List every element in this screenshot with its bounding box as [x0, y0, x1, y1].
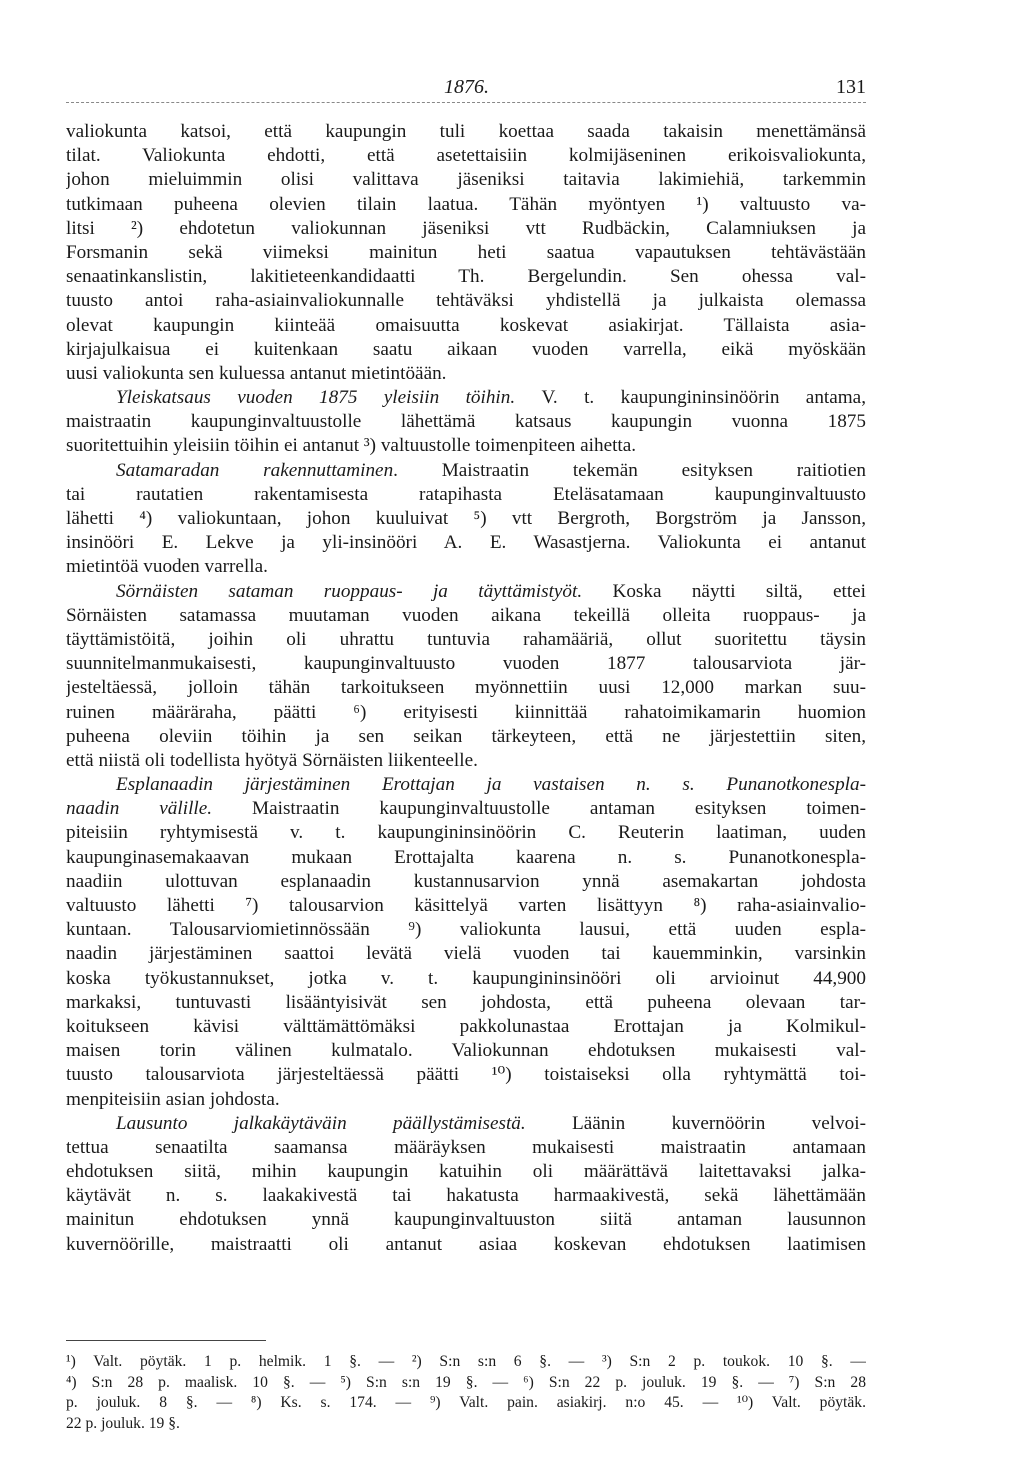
- text-line: kaupunginasemakaavan mukaan Erottajalta kaarena n. s. Punanotkonespla-: [66, 846, 866, 868]
- text-line: tuusto talousarviota järjesteltäessä päätti ¹⁰) toistaiseksi olla ryhtymättä toi-: [66, 1064, 866, 1086]
- text-line: valiokunta katsoi, että kaupungin tuli koettaa saada takaisin menettämänsä: [66, 121, 866, 142]
- text-line: suunnitelmanmukaisesti, kaupunginvaltuusto vuoden 1877 talousarviota jär-: [66, 653, 866, 675]
- text-line: lähetti ⁴) valiokuntaan, johon kuuluivat ⁵) vtt Bergroth, Borgström ja Jansson,: [66, 508, 866, 529]
- text-line: uusi valiokunta sen kuluessa antanut mietintöään.: [66, 362, 447, 384]
- text-line: johon mieluimmin olisi valittava jäseniksi taitavia lakimiehiä, tarkemmin: [66, 169, 866, 191]
- text-line: puheena oleviin töihin ja sen seikan tärkeyteen, että ne järjestettiin siten,: [66, 725, 866, 747]
- text-line: senaatinkanslistin, lakitieteenkandidaatti Th. Bergelundin. Sen ohessa val-: [66, 266, 866, 288]
- text-line: maisen torin välinen kulmatalo. Valiokunnan ehdotuksen mukaisesti val-: [66, 1040, 866, 1062]
- text-line: käytävät n. s. laakakivestä tai hakatusta harmaakivestä, sekä lähettämään: [66, 1185, 866, 1207]
- text-line: Yleiskatsaus vuoden 1875 yleisiin töihin. V. t. kaupungininsinöörin antama,: [116, 387, 866, 409]
- text-line: kirjajulkaisua ei kuitenkaan saatu aikaan vuoden varrella, eikä myöskään: [66, 338, 866, 360]
- page-header: [66, 76, 866, 106]
- body-text: [66, 120, 866, 1257]
- text-line: naadin välille. Maistraatin kaupunginvaltuustolle antaman esityksen toimen-: [66, 798, 866, 820]
- text-line: koska työkustannukset, jotka v. t. kaupungininsinööri oli arvioinut 44,900: [66, 967, 866, 989]
- text-line: litsi ²) ehdotetun valiokunnan jäseniksi vtt Rudbäckin, Calamniuksen ja: [66, 217, 866, 239]
- text-line: tai rautatien rakentamisesta ratapihasta Eteläsatamaan kaupunginvaltuusto: [66, 483, 866, 505]
- text-line: että niistä oli todellista hyötyä Sörnäisten liikenteelle.: [66, 749, 478, 771]
- text-line: ruinen määräraha, päätti ⁶) erityisesti kiinnittää rahatoimikamarin huomion: [66, 701, 866, 723]
- footnote-line: p. jouluk. 8 §. — ⁸) Ks. s. 174. — ⁹) Valt. pain. asiakirj. n:o 45. — ¹⁰) Valt. pöytäk.: [66, 1394, 866, 1411]
- header-year: 1876.: [444, 76, 489, 98]
- text-line: Sörnäisten sataman ruoppaus- ja täyttämistyöt. Koska näytti siltä, ettei: [116, 580, 866, 602]
- text-line: valtuusto lähetti ⁷) talousarvion käsittelyä varten lisättyyn ⁸) raha-asiainvalio-: [66, 895, 866, 916]
- text-line: kuntaan. Talousarviomietinnössään ⁹) valiokunta lausui, että uuden espla-: [66, 919, 866, 941]
- text-line: naadin järjestäminen saattoi levätä vielä vuoden tai kauemminkin, varsinkin: [66, 943, 866, 965]
- text-line: jesteltäessä, jolloin tähän tarkoitukseen myönnettiin uusi 12,000 markan suu-: [66, 677, 866, 699]
- text-line: kuvernöörille, maistraatti oli antanut asiaa koskevan ehdotuksen laatimisen: [66, 1233, 866, 1255]
- footnote-line: 22 p. jouluk. 19 §.: [66, 1414, 180, 1432]
- text-line: täyttämistöitä, joihin oli uhrattu tuntuvia rahamääriä, ollut suoritettu täysin: [66, 628, 866, 650]
- text-line: piteisiin ryhtymisestä v. t. kaupungininsinöörin C. Reuterin laatiman, uuden: [66, 822, 866, 844]
- text-line: suoritettuihin yleisiin töihin ei antanut ³) valtuustolle toimenpiteen aihetta.: [66, 435, 637, 457]
- text-line: Sörnäisten satamassa muutaman vuoden aikana tekeillä olleita ruoppaus- ja: [66, 604, 866, 626]
- text-line: tutkimaan puheena olevien tilain laatua. Tähän myöntyen ¹) valtuusto va-: [66, 193, 866, 215]
- text-line: maistraatin kaupunginvaltuustolle lähettämä katsaus kaupungin vuonna 1875: [66, 411, 866, 433]
- text-line: markaksi, tuntuvasti lisääntyisivät sen johdosta, että puheena olevaan tar-: [66, 991, 866, 1013]
- header-rule: [66, 102, 866, 103]
- text-line: naadiin ulottuvan esplanaadin kustannusarvion ynnä asemakartan johdosta: [66, 870, 866, 892]
- text-line: tilat. Valiokunta ehdotti, että asetettaisiin kolmijäseninen erikoisvaliokunta,: [66, 145, 866, 167]
- text-line: Satamaradan rakennuttaminen. Maistraatin tekemän esityksen raitiotien: [116, 459, 866, 481]
- text-line: menpiteisiin asian johdosta.: [66, 1088, 280, 1110]
- text-line: Forsmanin sekä viimeksi mainitun heti saatua vapautuksen tehtävästään: [66, 241, 866, 263]
- text-line: tuusto antoi raha-asiainvaliokunnalle tehtäväksi yhdistellä ja julkaista olemassa: [66, 290, 866, 312]
- footnote-rule: [66, 1340, 266, 1341]
- page-number: 131: [836, 76, 866, 98]
- footnote-line: ¹) Valt. pöytäk. 1 p. helmik. 1 §. — ²) S:n s:n 6 §. — ³) S:n 2 p. toukok. 10 §. —: [66, 1353, 866, 1370]
- text-line: tettua senaatilta saamansa määräyksen mukaisesti maistraatin antamaan: [66, 1136, 866, 1158]
- text-line: Lausunto jalkakäytäväin päällystämisestä. Läänin kuvernöörin velvoi-: [116, 1112, 866, 1134]
- text-line: Esplanaadin järjestäminen Erottajan ja vastaisen n. s. Punanotkonespla-: [116, 774, 866, 796]
- text-line: olevat kaupungin kiinteää omaisuutta koskevat asiakirjat. Tällaista asia-: [66, 314, 866, 336]
- text-line: koitukseen kävisi välttämättömäksi pakkolunastaa Erottajan ja Kolmikul-: [66, 1015, 866, 1037]
- footnote-line: ⁴) S:n 28 p. maalisk. 10 §. — ⁵) S:n s:n 19 §. — ⁶) S:n 22 p. jouluk. 19 §. — ⁷) S:n 28: [66, 1373, 866, 1391]
- footnotes: [66, 1352, 866, 1434]
- text-line: ehdotuksen siitä, mihin kaupungin katuihin oli määrättävä laitettavaksi jalka-: [66, 1161, 866, 1183]
- text-line: mietintöä vuoden varrella.: [66, 556, 268, 578]
- text-line: mainitun ehdotuksen ynnä kaupunginvaltuuston siitä antaman lausunnon: [66, 1209, 866, 1231]
- text-line: insinööri E. Lekve ja yli-insinööri A. E. Wasastjerna. Valiokunta ei antanut: [66, 532, 866, 554]
